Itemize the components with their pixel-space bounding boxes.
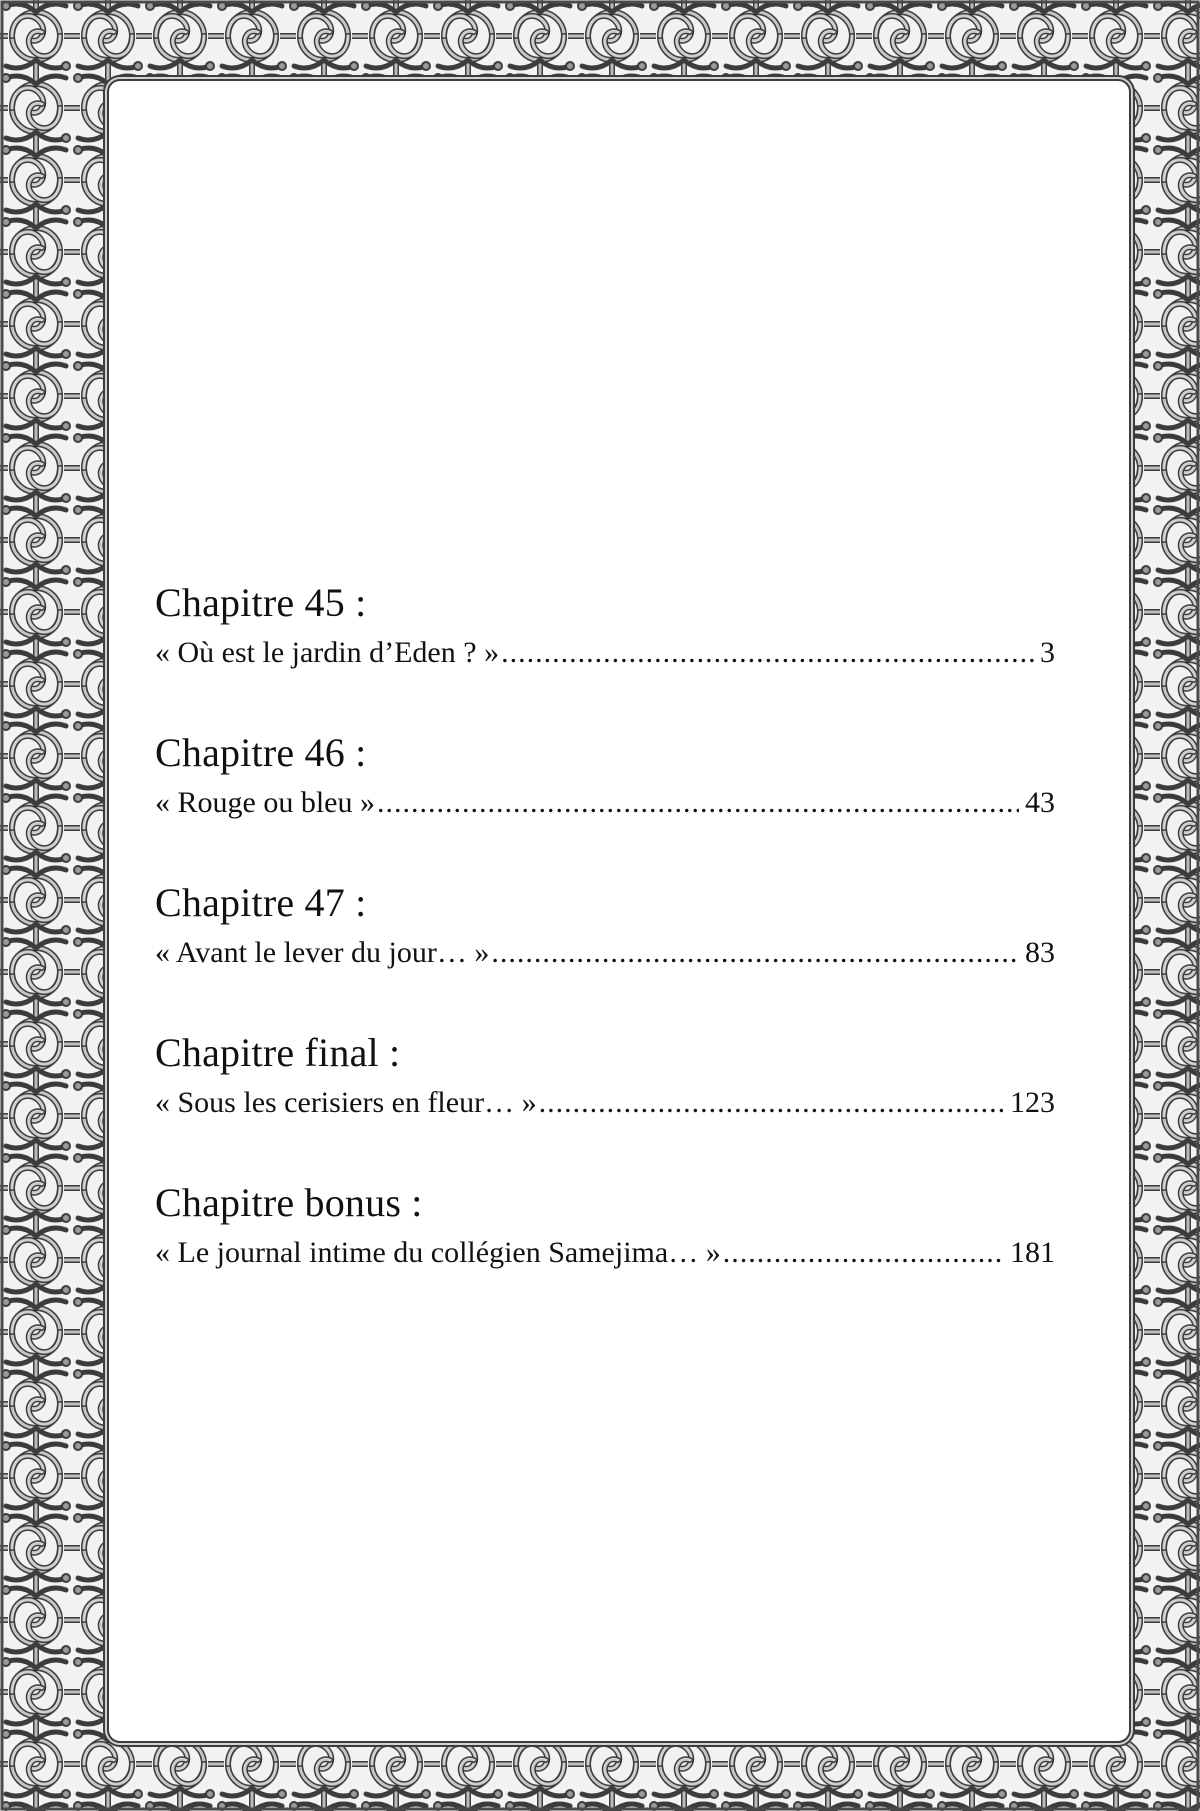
- toc-entry: [155, 578, 1055, 672]
- chapter-line: [155, 1234, 1055, 1272]
- toc-entry: [155, 878, 1055, 972]
- toc-entry: [155, 1178, 1055, 1272]
- dot-leader: [501, 634, 1034, 672]
- chapter-subtitle: « Où est le jardin d’Eden ? »: [155, 636, 500, 669]
- table-of-contents: [155, 578, 1055, 1328]
- page-number: 3: [1040, 636, 1055, 669]
- chapter-line: [155, 634, 1055, 672]
- page-number: 123: [1010, 1086, 1055, 1119]
- toc-entry: [155, 1028, 1055, 1122]
- chapter-subtitle: « Rouge ou bleu »: [155, 786, 375, 819]
- chapter-heading: Chapitre 45 :: [155, 580, 367, 625]
- chapter-line: [155, 934, 1055, 972]
- chapter-line: [155, 1084, 1055, 1122]
- page-number: 181: [1010, 1236, 1055, 1269]
- page-number: 43: [1025, 786, 1055, 819]
- chapter-heading: Chapitre bonus :: [155, 1180, 423, 1225]
- dot-leader: [539, 1084, 1004, 1122]
- chapter-heading: Chapitre 47 :: [155, 880, 367, 925]
- chapter-subtitle: « Sous les cerisiers en fleur… »: [155, 1086, 537, 1119]
- chapter-subtitle: « Avant le lever du jour… »: [155, 936, 490, 969]
- toc-entry: [155, 728, 1055, 822]
- dot-leader: [723, 1234, 1004, 1272]
- dot-leader: [377, 784, 1019, 822]
- page-number: 83: [1025, 936, 1055, 969]
- dot-leader: [491, 934, 1019, 972]
- chapter-heading: Chapitre 46 :: [155, 730, 367, 775]
- chapter-heading: Chapitre final :: [155, 1030, 401, 1075]
- chapter-subtitle: « Le journal intime du collégien Samejima… »: [155, 1236, 721, 1269]
- chapter-line: [155, 784, 1055, 822]
